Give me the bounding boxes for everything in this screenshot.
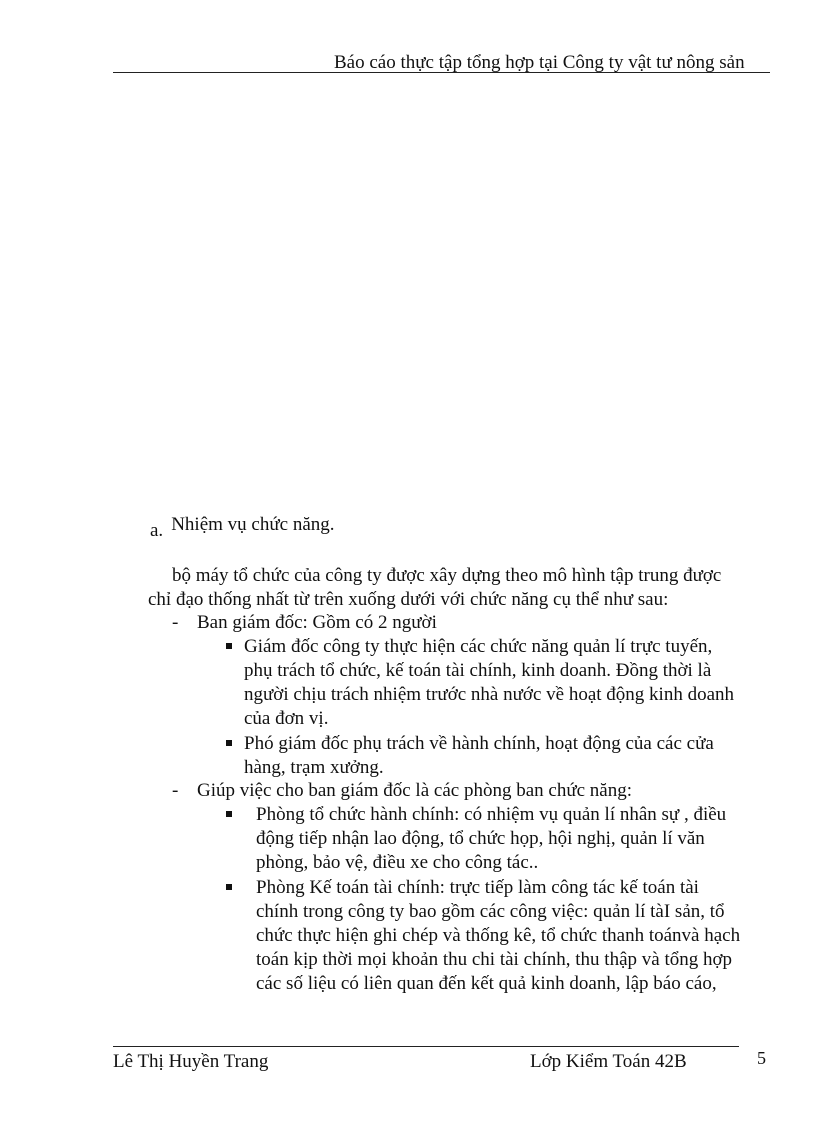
footer-author: Lê Thị Huyền Trang (113, 1051, 269, 1072)
section-heading-text: Nhiệm vụ chức năng. (171, 514, 335, 535)
section-marker: a. (150, 520, 164, 541)
square-bullet-icon (226, 811, 232, 817)
page-number: 5 (757, 1048, 766, 1068)
dash-item-text: Giúp việc cho ban giám đốc là các phòng ban chức năng: (197, 780, 633, 801)
bullet-line: của đơn vị. (244, 708, 329, 729)
bullet-line: Phòng Kế toán tài chính: trực tiếp làm công tác kế toán tài (256, 877, 699, 898)
bullet-line: Phòng tổ chức hành chính: có nhiệm vụ quản lí nhân sự , điều (256, 804, 727, 825)
page-header-title: Báo cáo thực tập tổng hợp tại Công ty vật tư nông sản (334, 52, 745, 73)
bullet-line: phụ trách tổ chức, kế toán tài chính, kinh doanh. Đồng thời là (244, 660, 712, 681)
intro-line: bộ máy tổ chức của công ty được xây dựng theo mô hình tập trung được (172, 565, 722, 586)
bullet-line: chính trong công ty bao gồm các công việc: quản lí tàI sản, tổ (256, 901, 725, 922)
footer-divider (113, 1046, 739, 1047)
intro-line: chỉ đạo thống nhất từ trên xuống dưới với chức năng cụ thể như sau: (148, 589, 669, 610)
bullet-line: hàng, trạm xưởng. (244, 757, 384, 778)
dash-item-text: Ban giám đốc: Gồm có 2 người (197, 612, 437, 633)
section-heading (150, 514, 335, 541)
bullet-line: toán kịp thời mọi khoản thu chi tài chính, thu thập và tổng hợp (256, 949, 733, 970)
bullet-line: chức thực hiện ghi chép và thống kê, tổ chức thanh toánvà hạch (256, 925, 741, 946)
bullet-line: động tiếp nhận lao động, tổ chức họp, hội nghị, quản lí văn (256, 828, 705, 849)
square-bullet-icon (226, 884, 232, 890)
dash-marker: - (172, 780, 179, 801)
bullet-line: Giám đốc công ty thực hiện các chức năng quản lí trực tuyến, (244, 636, 713, 657)
header-divider (113, 72, 770, 73)
bullet-line: người chịu trách nhiệm trước nhà nước về hoạt động kinh doanh (244, 684, 735, 705)
square-bullet-icon (226, 740, 232, 746)
bullet-line: phòng, bảo vệ, điều xe cho công tác.. (256, 852, 539, 873)
bullet-line: Phó giám đốc phụ trách về hành chính, hoạt động của các cửa (244, 733, 714, 754)
bullet-line: các số liệu có liên quan đến kết quả kinh doanh, lập báo cáo, (256, 973, 717, 994)
dash-marker: - (172, 612, 179, 633)
footer-class: Lớp Kiểm Toán 42B (530, 1051, 687, 1072)
square-bullet-icon (226, 643, 232, 649)
